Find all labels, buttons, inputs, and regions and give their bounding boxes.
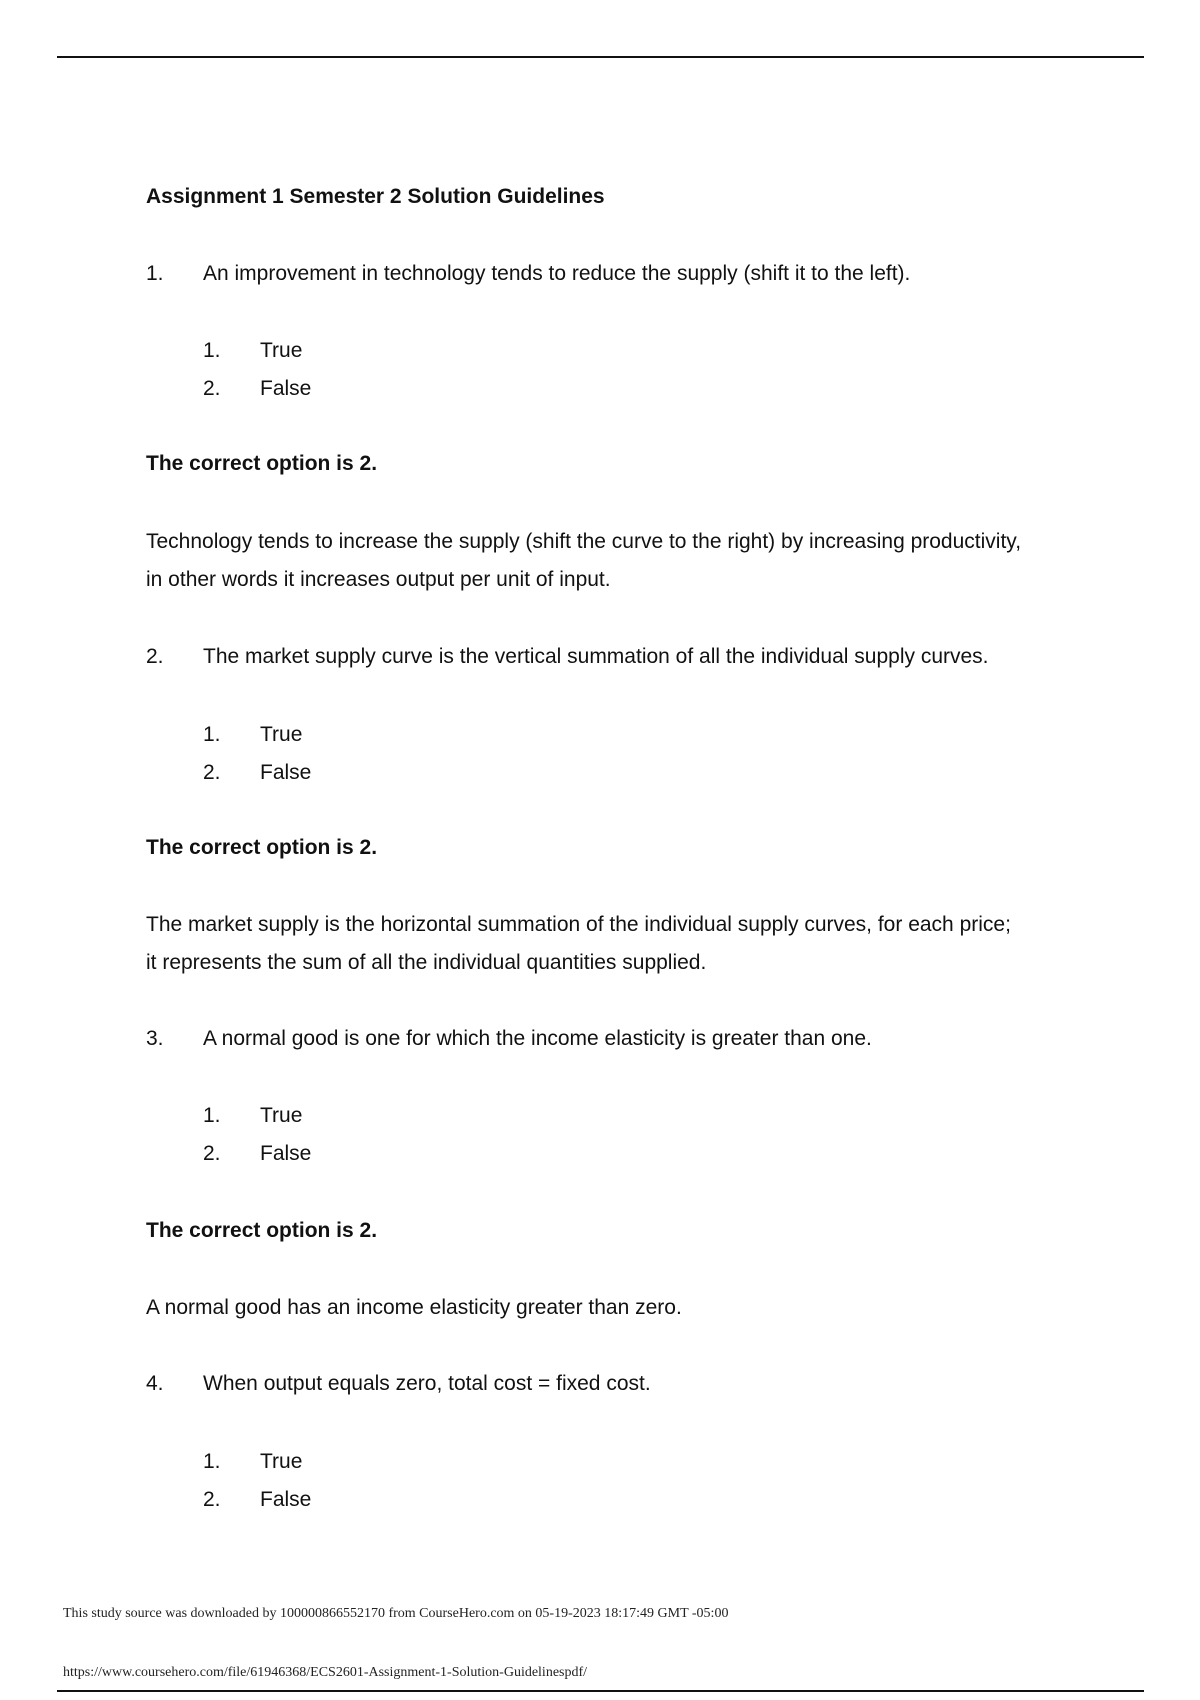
- bottom-divider: [57, 1690, 1144, 1692]
- option-label: True: [260, 1104, 303, 1127]
- option-number: 2.: [203, 377, 221, 400]
- question-text: A normal good is one for which the income elasticity is greater than one.: [203, 1027, 872, 1050]
- explanation-line: A normal good has an income elasticity greater than zero.: [146, 1296, 682, 1319]
- option-label: False: [260, 1488, 312, 1511]
- explanation-line: Technology tends to increase the supply (shift the curve to the right) by increasing productivity,: [146, 530, 1022, 553]
- explanation-line: in other words it increases output per unit of input.: [146, 568, 611, 591]
- question-text: The market supply curve is the vertical summation of all the individual supply curves.: [203, 645, 989, 668]
- option-number: 2.: [203, 1142, 221, 1165]
- option-number: 1.: [203, 723, 221, 746]
- correct-option: The correct option is 2.: [146, 1219, 378, 1242]
- correct-option: The correct option is 2.: [146, 452, 378, 475]
- correct-option: The correct option is 2.: [146, 836, 378, 859]
- option-number: 1.: [203, 1104, 221, 1127]
- option-number: 2.: [203, 1488, 221, 1511]
- option-label: True: [260, 723, 303, 746]
- source-url[interactable]: https://www.coursehero.com/file/61946368/ECS2601-Assignment-1-Solution-Guidelinespdf/: [63, 1665, 588, 1680]
- option-label: False: [260, 761, 312, 784]
- explanation-line: The market supply is the horizontal summation of the individual supply curves, for each price;: [146, 913, 1011, 936]
- option-label: False: [260, 377, 312, 400]
- option-label: True: [260, 1450, 303, 1473]
- question-text: An improvement in technology tends to reduce the supply (shift it to the left).: [203, 262, 911, 285]
- option-label: True: [260, 339, 303, 362]
- option-label: False: [260, 1142, 312, 1165]
- question-text: When output equals zero, total cost = fixed cost.: [203, 1372, 651, 1395]
- question-number: 2.: [146, 645, 164, 668]
- question-number: 3.: [146, 1027, 164, 1050]
- question-number: 4.: [146, 1372, 164, 1395]
- document-title: Assignment 1 Semester 2 Solution Guidelines: [146, 185, 605, 208]
- option-number: 1.: [203, 1450, 221, 1473]
- option-number: 1.: [203, 339, 221, 362]
- explanation-line: it represents the sum of all the individual quantities supplied.: [146, 951, 707, 974]
- option-number: 2.: [203, 761, 221, 784]
- top-divider: [57, 56, 1144, 58]
- question-number: 1.: [146, 262, 164, 285]
- download-note: This study source was downloaded by 100000866552170 from CourseHero.com on 05-19-2023 18:17:49 GMT -05:00: [63, 1606, 729, 1621]
